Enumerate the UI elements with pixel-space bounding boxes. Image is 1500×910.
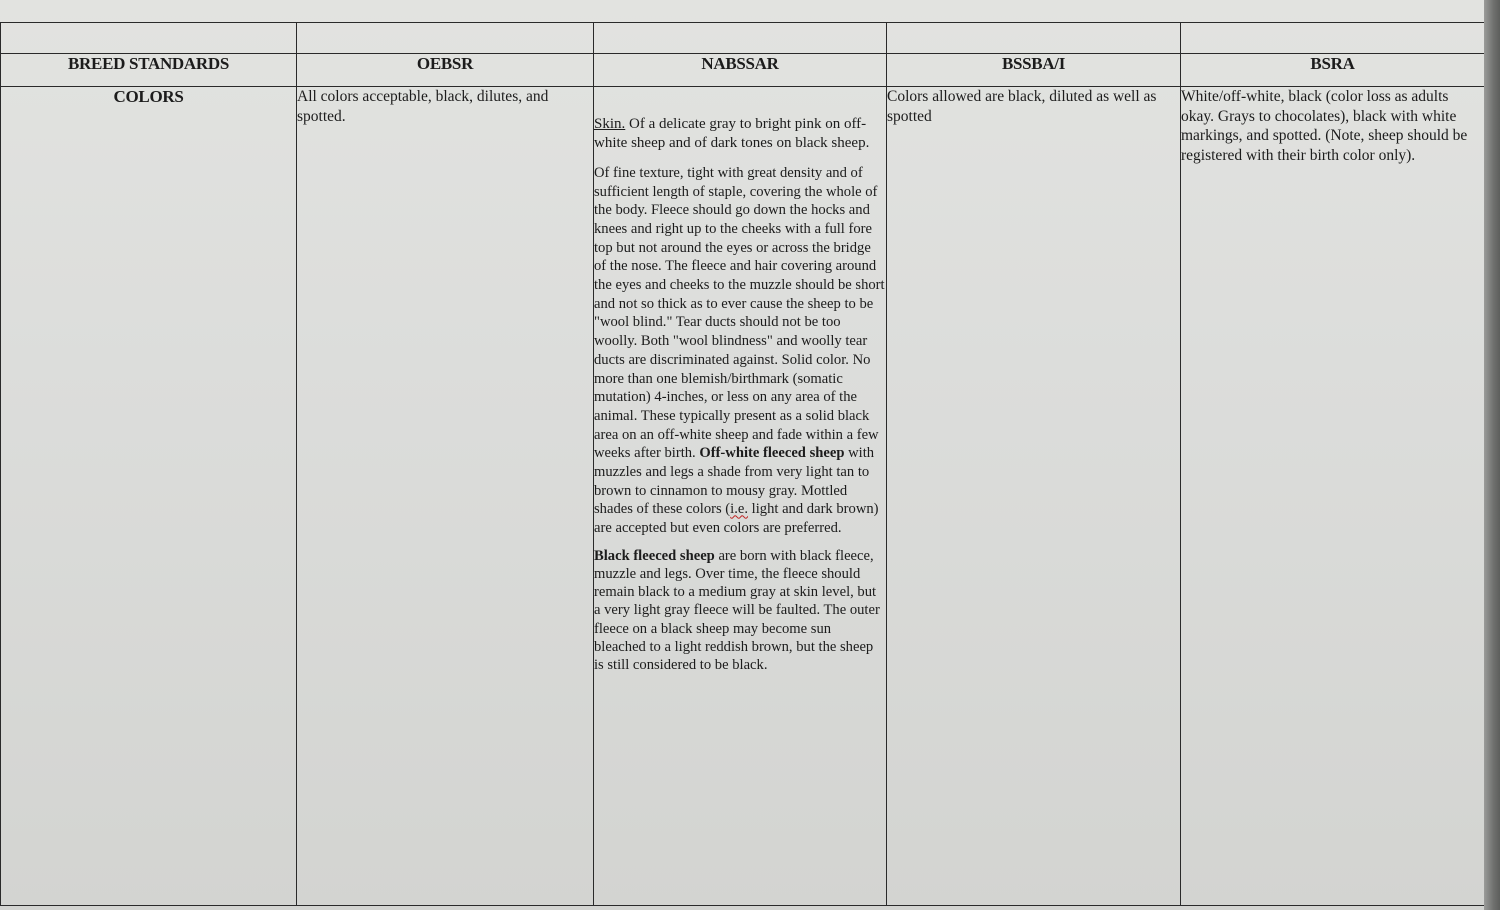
table-top-row [1,23,1485,54]
skin-heading: Skin. [594,116,626,132]
nabssar-fleece-paragraph [594,164,886,538]
oebsr-colors-text: All colors acceptable, black, dilutes, and spotted. [297,88,549,125]
bsra-colors-text: White/off-white, black (color loss as adults okay. Grays to chocolates), black with white markings, and spotted. (Note, sheep should be registered with their birth color only). [1181,88,1468,164]
empty-cell [887,23,1181,54]
empty-cell [1181,23,1485,54]
fleece-text: Of fine texture, tight with great density and of sufficient length of staple, covering the whole of the body. Fleece should go down the hocks and knees and right up to the cheeks with a full fore top but not around the eyes or across the bridge of the nose. The fleece and hair covering around the eyes and cheeks to the muzzle should be short and not so thick as to ever cause the sheep to be "wool blind." Tear ducts should not be too woolly. Both "wool blindness" and woolly tear ducts are discriminated against. Solid color. No more than one blemish/birthmark (somatic mutation) 4-inches, or less on any area of the animal. These typically present as a solid black area on an off-white sheep and fade within a few weeks after birth. [594,164,885,462]
empty-cell [297,23,594,54]
offwhite-ie: i.e. [730,501,749,518]
offwhite-heading: Off-white fleeced sheep [699,445,845,462]
cell-bsra-colors [1181,87,1485,906]
monitor-bezel-edge [1484,0,1500,910]
header-bssba: BSSBA/I [887,54,1181,87]
offwhite-text-b: light and dark brown) are accepted but even colors are preferred. [594,501,879,537]
header-nabssar: NABSSAR [594,54,887,87]
header-oebsr: OEBSR [297,54,594,87]
header-breed-standards: BREED STANDARDS [1,54,297,87]
offwhite-text-a: with muzzles and legs a shade from very light tan to brown to cinnamon to mousy gray. Mottled shades of these colors ( [594,445,875,518]
colors-row [1,87,1485,906]
cell-bssba-colors [887,87,1181,906]
skin-text: Of a delicate gray to bright pink on off-white sheep and of dark tones on black sheep. [594,116,870,152]
nabssar-black-paragraph [594,547,886,674]
header-row [1,54,1485,87]
black-text: are born with black fleece, muzzle and legs. Over time, the fleece should remain black to a medium gray at skin level, but a very light gray fleece will be faulted. The outer fleece on a black sheep may become sun bleached to a light reddish brown, but the sheep is still considered to be black. [594,547,880,674]
nabssar-skin-paragraph [594,115,886,154]
bssba-colors-text: Colors allowed are black, diluted as well as spotted [887,88,1157,125]
breed-standards-table [0,22,1485,906]
empty-cell [1,23,297,54]
row-label-colors: COLORS [1,87,297,906]
cell-oebsr-colors [297,87,594,906]
header-bsra: BSRA [1181,54,1485,87]
empty-cell [594,23,887,54]
cell-nabssar-colors [594,87,887,906]
black-heading: Black fleeced sheep [594,547,715,564]
